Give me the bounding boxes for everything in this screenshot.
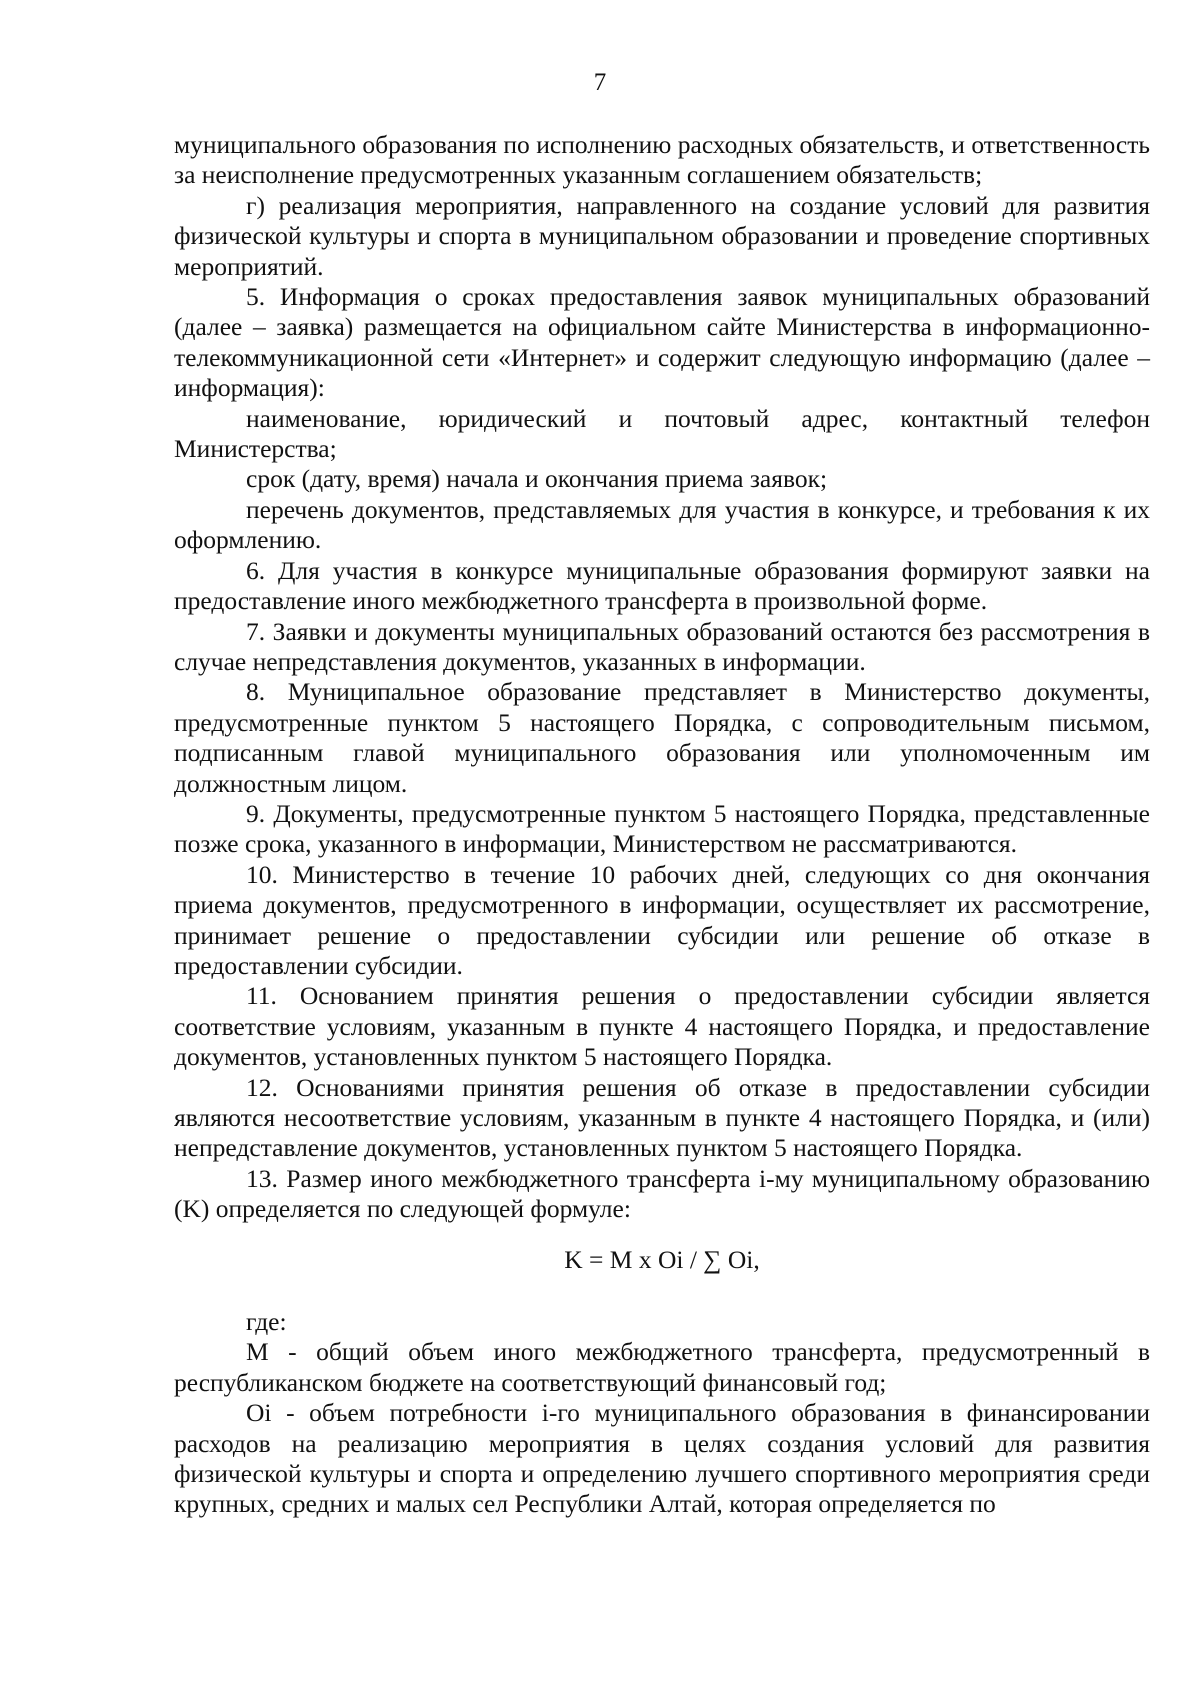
paragraph: наименование, юридический и почтовый адрес, контактный телефон Министерства; <box>174 403 1150 464</box>
paragraph: 6. Для участия в конкурсе муниципальные образования формируют заявки на предоставление иного межбюджетного трансферта в произвольной форме. <box>174 555 1150 616</box>
paragraph: перечень документов, представляемых для участия в конкурсе, и требования к их оформлению. <box>174 494 1150 555</box>
formula: K = M x Oi / ∑ Oi, <box>564 1244 760 1274</box>
paragraph: 7. Заявки и документы муниципальных образований остаются без рассмотрения в случае непредставления документов, указанных в информации. <box>174 616 1150 676</box>
paragraph: 5. Информация о сроках предоставления заявок муниципальных образований (далее – заявка) размещается на официальном сайте Министерства в информационно-телекоммуникационной сети «Интернет» и содержит следующую информацию (далее – информация): <box>174 282 1150 403</box>
paragraph: 8. Муниципальное образование представляет в Министерство документы, предусмотренные пунктом 5 настоящего Порядка, с сопроводительным письмом, подписанным главой муниципального образования или уполномоченным им должностным лицом. <box>174 677 1150 798</box>
paragraph: Oi - объем потребности i-го муниципального образования в финансировании расходов на реализацию мероприятия в целях создания условий для развития физической культуры и спорта и определению лучшего спортивного мероприятия среди крупных, средних и малых сел Республики Алтай, которая определяется по <box>174 1398 1150 1519</box>
document-body <box>174 130 1150 1520</box>
paragraph: 10. Министерство в течение 10 рабочих дней, следующих со дня окончания приема документов, предусмотренного в информации, осуществляет их рассмотрение, принимает решение о предоставлении субсидии или решение об отказе в предоставлении субсидии. <box>174 859 1150 980</box>
paragraph: 12. Основаниями принятия решения об отказе в предоставлении субсидии являются несоответствие условиям, указанным в пункте 4 настоящего Порядка, и (или) непредставление документов, установленных пунктом 5 настоящего Порядка. <box>174 1072 1150 1163</box>
paragraph: M - общий объем иного межбюджетного трансферта, предусмотренный в республиканском бюджете на соответствующий финансовый год; <box>174 1337 1150 1397</box>
page-number: 7 <box>593 69 607 96</box>
paragraph: срок (дату, время) начала и окончания приема заявок; <box>246 464 828 494</box>
paragraph: где: <box>246 1307 287 1337</box>
paragraph: г) реализация мероприятия, направленного на создание условий для развития физической культуры и спорта в муниципальном образовании и проведение спортивных мероприятий. <box>174 190 1150 281</box>
paragraph: 11. Основанием принятия решения о предоставлении субсидии является соответствие условиям, указанным в пункте 4 настоящего Порядка, и предоставление документов, установленных пунктом 5 настоящего Порядка. <box>174 981 1150 1072</box>
paragraph: 13. Размер иного межбюджетного трансферта i-му муниципальному образованию (K) определяется по следующей формуле: <box>174 1163 1150 1224</box>
paragraph: муниципального образования по исполнению расходных обязательств, и ответственность за неисполнение предусмотренных указанным соглашением обязательств; <box>174 130 1150 190</box>
paragraph: 9. Документы, предусмотренные пунктом 5 настоящего Порядка, представленные позже срока, указанного в информации, Министерством не рассматриваются. <box>174 798 1150 859</box>
